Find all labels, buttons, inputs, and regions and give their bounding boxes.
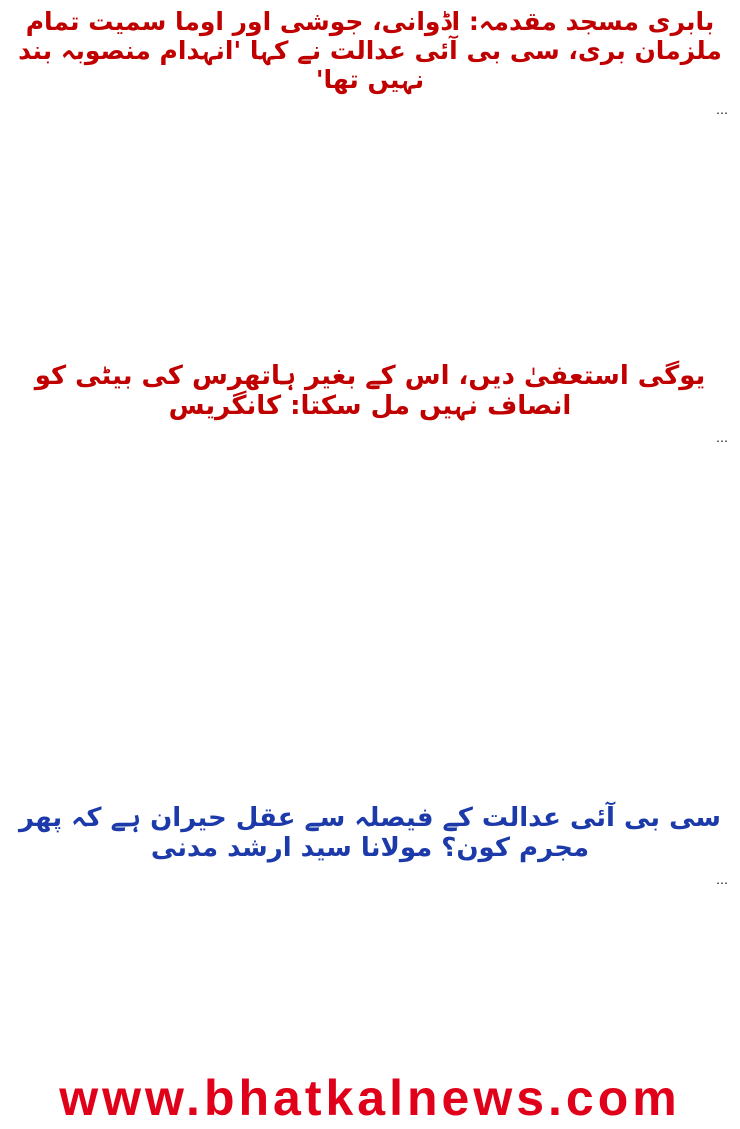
article-1-headline: بابری مسجد مقدمہ: اڈوانی، جوشی اور اوما سمیت تمام ملزمان بری، سی بی آئی عدالت نے کہا 'انہدام منصوبہ بند نہیں تھا' <box>18 7 722 94</box>
article-2-headline: یوگی استعفیٰ دیں، اس کے بغیر ہاتھرس کی بیٹی کو انصاف نہیں مل سکتا: کانگریس <box>34 361 706 422</box>
site-url-banner: www.bhatkalnews.com <box>59 1070 681 1126</box>
article-1-body: … <box>716 103 728 118</box>
article-2-body: … <box>716 431 728 446</box>
article-3-headline: سی بی آئی عدالت کے فیصلہ سے عقل حیران ہے کہ پھر مجرم کون؟ مولانا سید ارشد مدنی <box>19 803 721 863</box>
article-3-body: … <box>716 872 728 887</box>
